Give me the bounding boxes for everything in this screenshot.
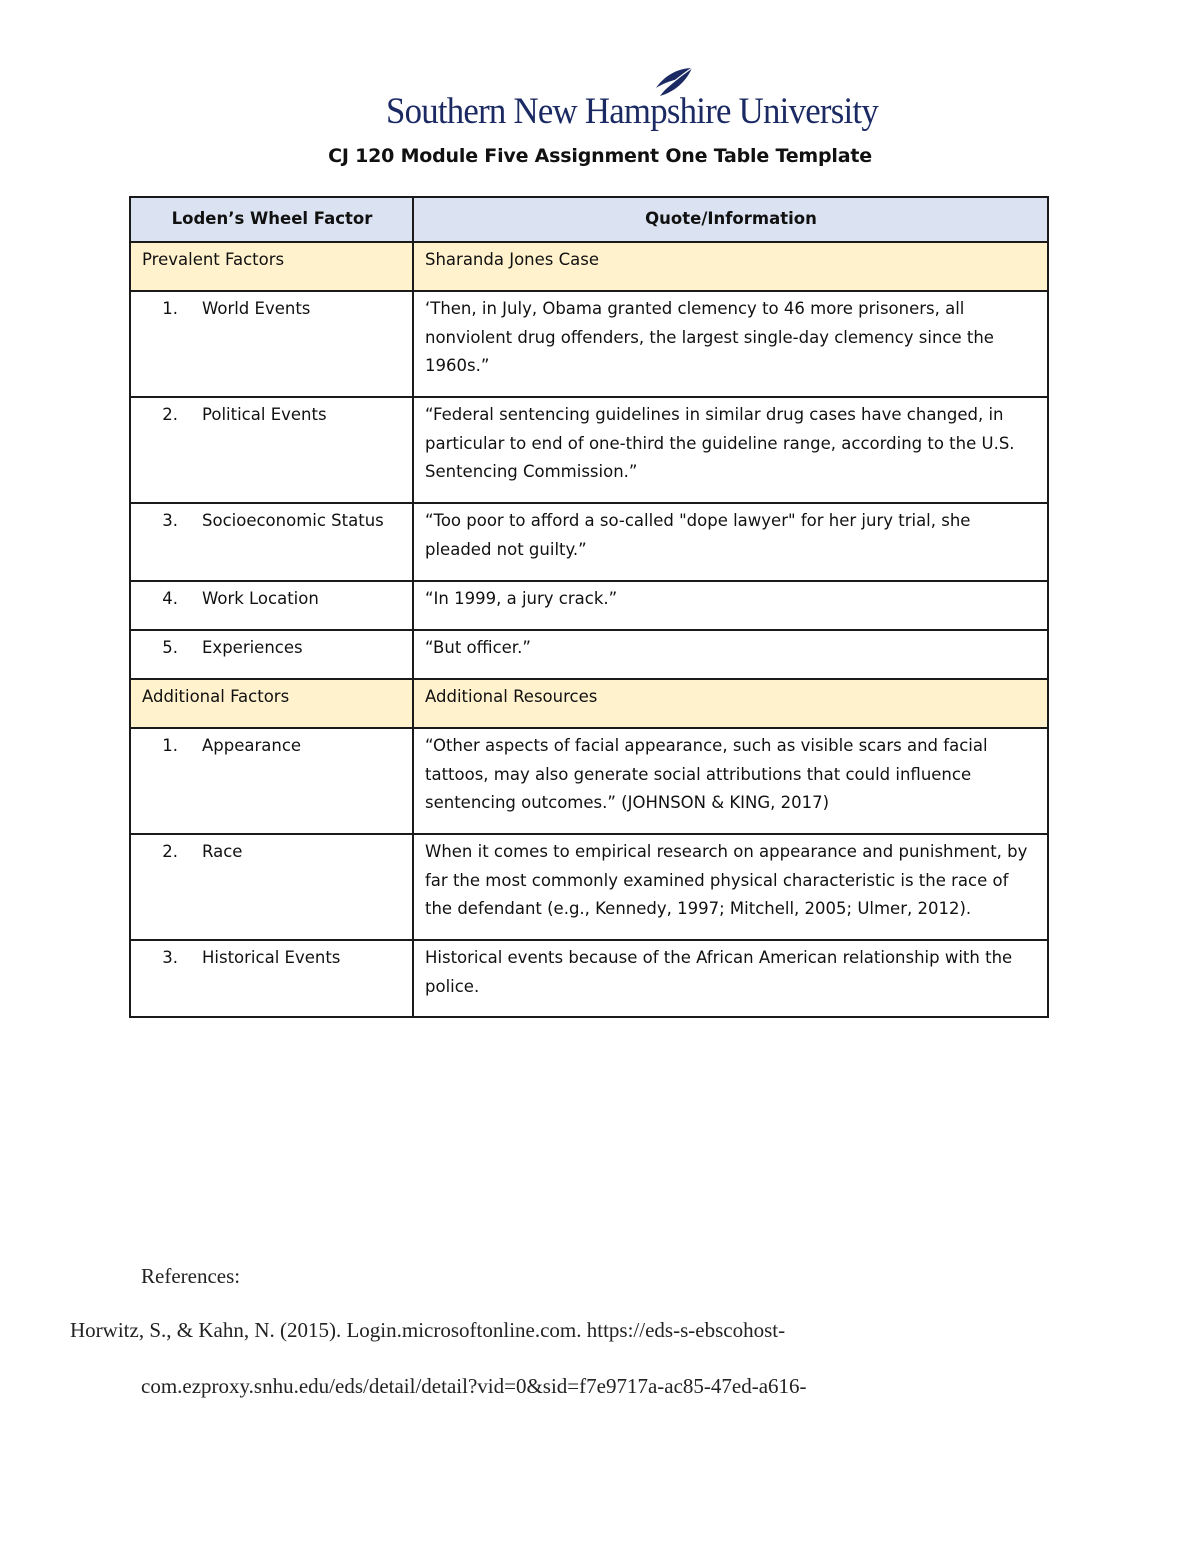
university-logo bbox=[386, 66, 878, 138]
info-cell: “But officer.” bbox=[413, 630, 1048, 679]
factor-label: Experiences bbox=[202, 638, 303, 657]
factor-cell bbox=[130, 834, 413, 940]
table-row bbox=[130, 834, 1048, 940]
factor-label: Socioeconomic Status bbox=[202, 511, 384, 530]
section-label: Prevalent Factors bbox=[130, 242, 413, 291]
factor-number: 4. bbox=[162, 589, 178, 608]
info-cell: Historical events because of the African American relationship with the police. bbox=[413, 940, 1048, 1017]
factor-cell bbox=[130, 940, 413, 1017]
factor-number: 1. bbox=[162, 299, 178, 318]
section-row-prevalent bbox=[130, 242, 1048, 291]
column-header-info: Quote/Information bbox=[413, 197, 1048, 242]
factor-cell bbox=[130, 503, 413, 581]
factor-cell bbox=[130, 630, 413, 679]
factor-label: Historical Events bbox=[202, 948, 341, 967]
factor-number: 2. bbox=[162, 405, 178, 424]
table-row bbox=[130, 503, 1048, 581]
factor-cell bbox=[130, 291, 413, 397]
section-resource: Additional Resources bbox=[413, 679, 1048, 728]
column-header-factor: Loden’s Wheel Factor bbox=[130, 197, 413, 242]
factor-cell bbox=[130, 397, 413, 503]
info-cell: “In 1999, a jury crack.” bbox=[413, 581, 1048, 630]
factor-number: 2. bbox=[162, 842, 178, 861]
factor-label: Appearance bbox=[202, 736, 302, 755]
reference-line: Horwitz, S., & Kahn, N. (2015). Login.microsoftonline.com. https://eds-s-ebscohost- bbox=[70, 1318, 786, 1342]
table-row bbox=[130, 630, 1048, 679]
info-cell: When it comes to empirical research on appearance and punishment, by far the most commonly examined physical characteristic is the race of the defendant (e.g., Kennedy, 1997; Mitchell, 2005; Ulmer, 2012). bbox=[413, 834, 1048, 940]
factor-number: 1. bbox=[162, 736, 178, 755]
reference-line: com.ezproxy.snhu.edu/eds/detail/detail?vid=0&sid=f7e9717a-ac85-47ed-a616- bbox=[141, 1374, 807, 1398]
factor-number: 3. bbox=[162, 511, 178, 530]
info-cell: “Federal sentencing guidelines in similar drug cases have changed, in particular to end of one-third the guideline range, according to the U.S. Sentencing Commission.” bbox=[413, 397, 1048, 503]
factor-number: 5. bbox=[162, 638, 178, 657]
factor-label: Race bbox=[202, 842, 243, 861]
section-resource: Sharanda Jones Case bbox=[413, 242, 1048, 291]
table-row bbox=[130, 728, 1048, 834]
factors-table bbox=[129, 196, 1049, 1018]
document-title: CJ 120 Module Five Assignment One Table Template bbox=[328, 145, 872, 167]
factor-label: Political Events bbox=[202, 405, 327, 424]
table-row bbox=[130, 291, 1048, 397]
references-heading: References: bbox=[141, 1264, 241, 1288]
info-cell: “Too poor to afford a so-called "dope lawyer" for her jury trial, she pleaded not guilty.” bbox=[413, 503, 1048, 581]
factor-cell bbox=[130, 581, 413, 630]
table-row bbox=[130, 940, 1048, 1017]
table-row bbox=[130, 397, 1048, 503]
university-name: Southern New Hampshire University bbox=[386, 91, 878, 132]
section-row-additional bbox=[130, 679, 1048, 728]
section-label: Additional Factors bbox=[130, 679, 413, 728]
factor-number: 3. bbox=[162, 948, 178, 967]
factor-label: World Events bbox=[202, 299, 311, 318]
table-header-row bbox=[130, 197, 1048, 242]
info-cell: “Other aspects of facial appearance, such as visible scars and facial tattoos, may also generate social attributions that could influence sentencing outcomes.” (JOHNSON & KING, 2017) bbox=[413, 728, 1048, 834]
factor-label: Work Location bbox=[202, 589, 319, 608]
factor-cell bbox=[130, 728, 413, 834]
info-cell: ‘Then, in July, Obama granted clemency to 46 more prisoners, all nonviolent drug offenders, the largest single-day clemency since the 1960s.” bbox=[413, 291, 1048, 397]
table-row bbox=[130, 581, 1048, 630]
